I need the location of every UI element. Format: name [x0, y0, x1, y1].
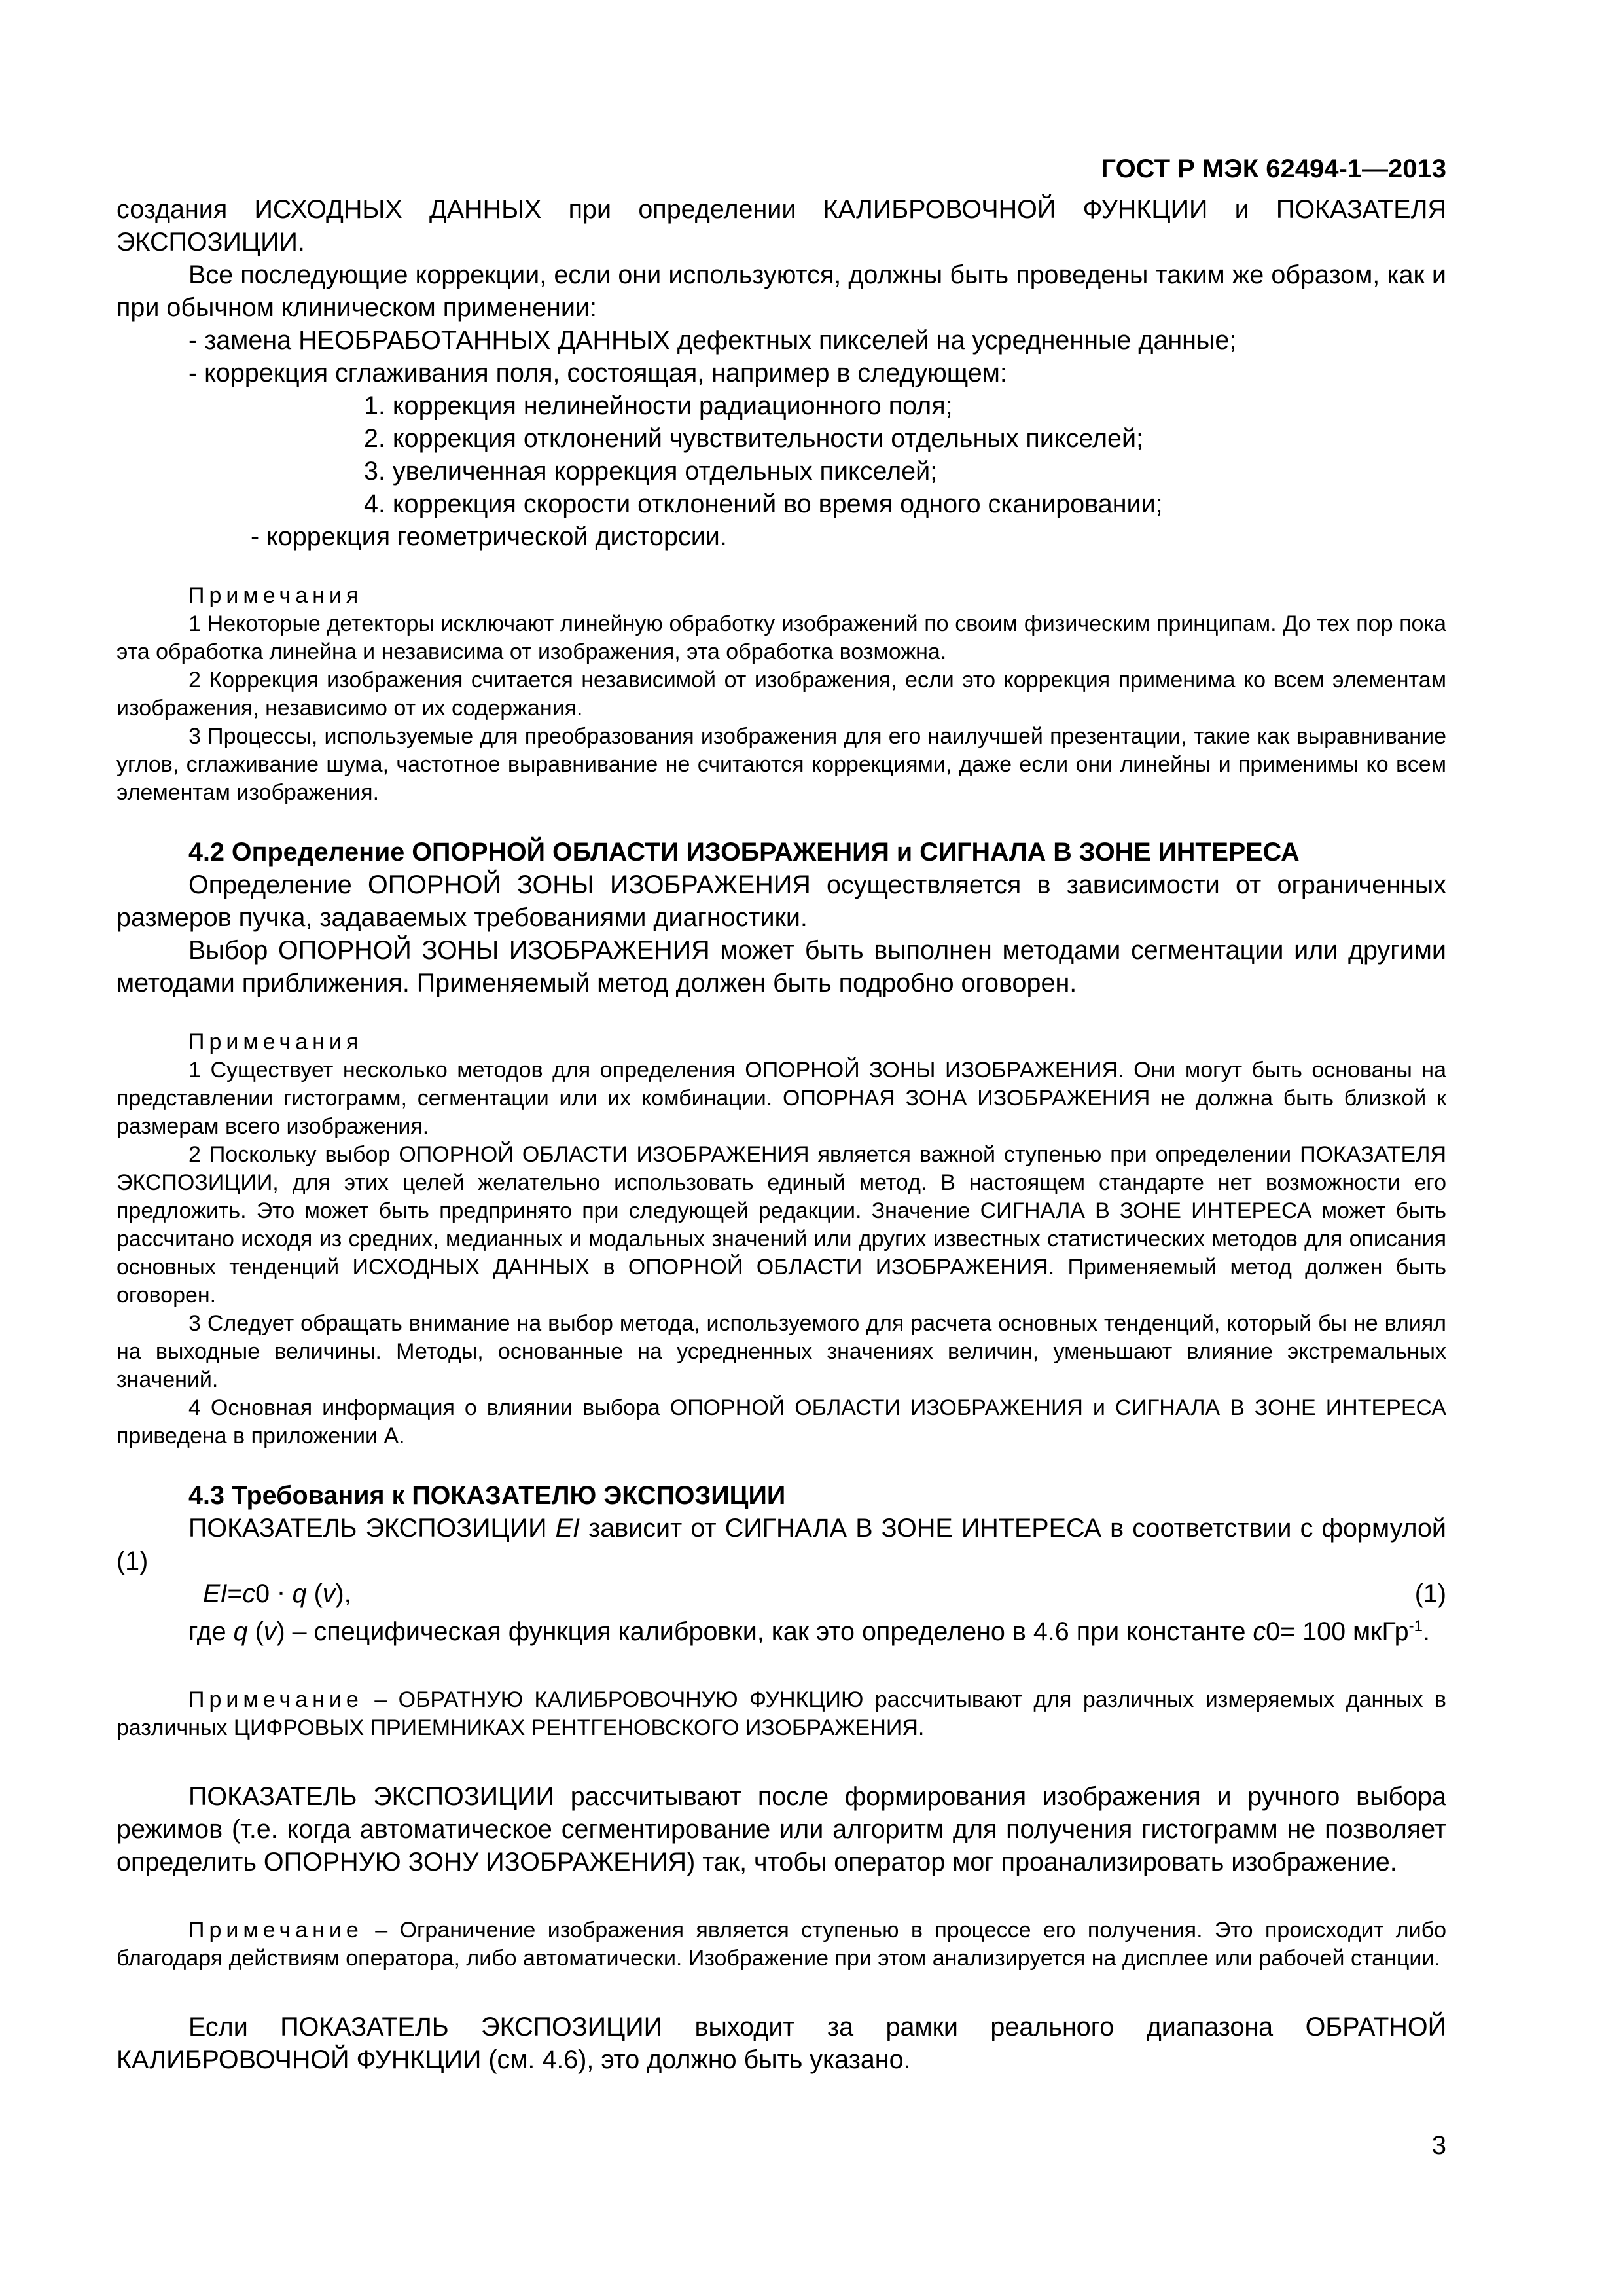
paragraph: ПОКАЗАТЕЛЬ ЭКСПОЗИЦИИ EI зависит от СИГНАЛА В ЗОНЕ ИНТЕРЕСА в соответствии с формулой (1)	[116, 1514, 1446, 1575]
formula: EI=c0 ⋅ q (v), (1)	[116, 1577, 1446, 1610]
notes-heading: Примечания	[188, 583, 363, 608]
paragraph: Если ПОКАЗАТЕЛЬ ЭКСПОЗИЦИИ выходит за рамки реального диапазона ОБРАТНОЙ КАЛИБРОВОЧНОЙ ФУНКЦИИ (см. 4.6), это должно быть указано.	[116, 2013, 1446, 2075]
list-item: - замена НЕОБРАБОТАННЫХ ДАННЫХ дефектных пикселей на усредненные данные;	[188, 326, 1237, 355]
paragraph: создания ИСХОДНЫХ ДАННЫХ при определении КАЛИБРОВОЧНОЙ ФУНКЦИИ и ПОКАЗАТЕЛЯ ЭКСПОЗИЦИИ.	[116, 195, 1446, 257]
numbered-list-item: 3. увеличенная коррекция отдельных пикселей;	[364, 457, 938, 486]
paragraph: ПОКАЗАТЕЛЬ ЭКСПОЗИЦИИ рассчитывают после формирования изображения и ручного выбора режимов (т.е. когда автоматическое сегментирование или алгоритм для получения гистограмм не позволяет определить ОПОРНУЮ ЗОНУ ИЗОБРАЖЕНИЯ) так, чтобы оператор мог проанализировать изображение.	[116, 1782, 1446, 1877]
note-single: Примечание – Ограничение изображения является ступенью в процессе его получения. Это происходит либо благодаря действиям оператора, либо автоматически. Изображение при этом анализируется на дисплее или рабочей станции.	[116, 1918, 1446, 1971]
paragraph: Все последующие коррекции, если они используются, должны быть проведены таким же образом, как и при обычном клиническом применении:	[116, 260, 1446, 322]
section-title: 4.2 Определение ОПОРНОЙ ОБЛАСТИ ИЗОБРАЖЕНИЯ и СИГНАЛА В ЗОНЕ ИНТЕРЕСА	[188, 838, 1300, 867]
note-item: 1 Существует несколько методов для определения ОПОРНОЙ ЗОНЫ ИЗОБРАЖЕНИЯ. Они могут быть основаны на представлении гистограмм, сегментации или их комбинации. ОПОРНАЯ ЗОНА ИЗОБРАЖЕНИЯ не должна быть близкой к размерам всего изображения.	[116, 1058, 1446, 1139]
note-item: 4 Основная информация о влиянии выбора ОПОРНОЙ ОБЛАСТИ ИЗОБРАЖЕНИЯ и СИГНАЛА В ЗОНЕ ИНТЕРЕСА приведена в приложении А.	[116, 1395, 1446, 1448]
note-item: 2 Коррекция изображения считается независимой от изображения, если это коррекция применима ко всем элементам изображения, независимо от их содержания.	[116, 668, 1446, 721]
notes-heading: Примечания	[188, 1030, 363, 1054]
note-item: 2 Поскольку выбор ОПОРНОЙ ОБЛАСТИ ИЗОБРАЖЕНИЯ является важной ступенью при определении ПОКАЗАТЕЛЯ ЭКСПОЗИЦИИ, для этих целей желательно использовать единый метод. В настоящем стандарте нет возможности его предложить. Это может быть предпринято при следующей редакции. Значение СИГНАЛА В ЗОНЕ ИНТЕРЕСА может быть рассчитано исходя из средних, медианных и модальных значений или других известных статистических методов для описания основных тенденций ИСХОДНЫХ ДАННЫХ в ОПОРНОЙ ОБЛАСТИ ИЗОБРАЖЕНИЯ. Применяемый метод должен быть оговорен.	[116, 1142, 1446, 1308]
formula-explanation: где q (v) – специфическая функция калибровки, как это определено в 4.6 при константе c0= 100 мкГр$^{-1}$.	[188, 1617, 1430, 1647]
page-number: 3	[1431, 2131, 1446, 2160]
note-single: Примечание – ОБРАТНУЮ КАЛИБРОВОЧНУЮ ФУНКЦИЮ рассчитывают для различных измеряемых данных в различных ЦИФРОВЫХ ПРИЕМНИКАХ РЕНТГЕНОВСКОГО ИЗОБРАЖЕНИЯ.	[116, 1687, 1446, 1741]
numbered-list-item: 2. коррекция отклонений чувствительности отдельных пикселей;	[364, 424, 1144, 453]
paragraph: Выбор ОПОРНОЙ ЗОНЫ ИЗОБРАЖЕНИЯ может быть выполнен методами сегментации или другими методами приближения. Применяемый метод должен быть подробно оговорен.	[116, 936, 1446, 997]
ei-symbol: EI	[555, 1514, 580, 1543]
document-header: ГОСТ Р МЭК 62494-1—2013	[1101, 154, 1446, 183]
numbered-list-item: 1. коррекция нелинейности радиационного поля;	[364, 391, 953, 420]
numbered-list-item: 4. коррекция скорости отклонений во время одного сканировании;	[364, 490, 1163, 518]
list-item: - коррекция геометрической дисторсии.	[251, 522, 727, 551]
list-item: - коррекция сглаживания поля, состоящая, например в следующем:	[188, 359, 1007, 387]
page-content	[116, 193, 1446, 2076]
formula-number: (1)	[1414, 1579, 1446, 1608]
paragraph: Определение ОПОРНОЙ ЗОНЫ ИЗОБРАЖЕНИЯ осуществляется в зависимости от ограниченных размеров пучка, задаваемых требованиями диагностики.	[116, 870, 1446, 932]
document-page	[116, 0, 1446, 2296]
section-title: 4.3 Требования к ПОКАЗАТЕЛЮ ЭКСПОЗИЦИИ	[188, 1481, 786, 1510]
note-item: 1 Некоторые детекторы исключают линейную обработку изображений по своим физическим принципам. До тех пор пока эта обработка линейна и независима от изображения, эта обработка возможна.	[116, 611, 1446, 664]
note-item: 3 Процессы, используемые для преобразования изображения для его наилучшей презентации, такие как выравнивание углов, сглаживание шума, частотное выравнивание не считаются коррекциями, даже если они линейны и применимы ко всем элементам изображения.	[116, 724, 1446, 805]
note-item: 3 Следует обращать внимание на выбор метода, используемого для расчета основных тенденций, который бы не влиял на выходные величины. Методы, основанные на усредненных значениях величин, уменьшают влияние экстремальных значений.	[116, 1311, 1446, 1392]
